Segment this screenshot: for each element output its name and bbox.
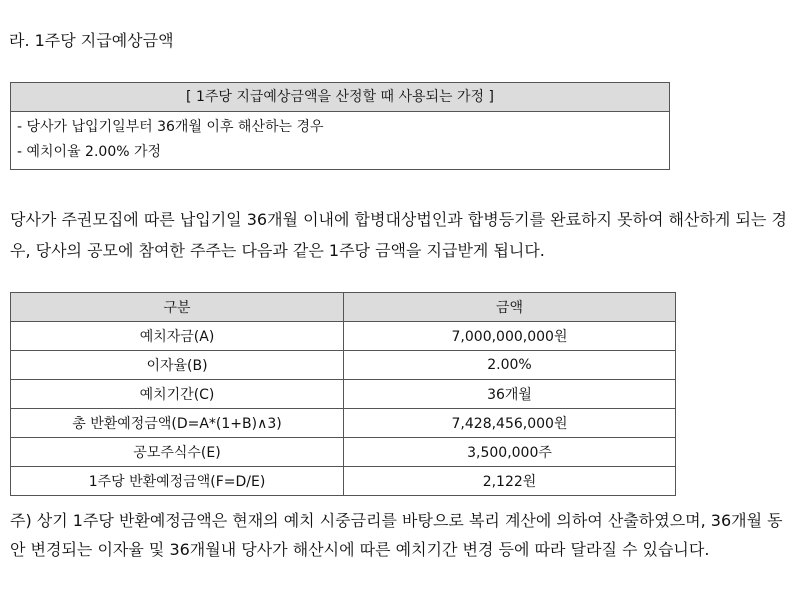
row-label: 이자율(B)	[11, 351, 344, 380]
row-label: 1주당 반환예정금액(F=D/E)	[11, 467, 344, 496]
table-row	[11, 467, 676, 496]
row-label: 예치기간(C)	[11, 380, 344, 409]
assumption-box	[10, 82, 670, 170]
table-row	[11, 322, 676, 351]
assumption-list	[11, 112, 669, 169]
table-row	[11, 438, 676, 467]
row-value: 2.00%	[344, 351, 676, 380]
assumption-item: - 당사가 납입기일부터 36개월 이후 해산하는 경우	[17, 119, 324, 135]
row-label: 총 반환예정금액(D=A*(1+B)∧3)	[11, 409, 344, 438]
column-header: 금액	[344, 293, 676, 322]
assumption-title: [ 1주당 지급예상금액을 산정할 때 사용되는 가정 ]	[11, 83, 669, 112]
amount-table	[10, 292, 676, 496]
section-heading: 라. 1주당 지급예상금액	[9, 31, 174, 50]
table-row	[11, 380, 676, 409]
row-value: 2,122원	[344, 467, 676, 496]
assumption-item: - 예치이율 2.00% 가정	[17, 144, 162, 160]
table-row	[11, 409, 676, 438]
row-label: 예치자금(A)	[11, 322, 344, 351]
intro-paragraph: 당사가 주권모집에 따른 납입기일 36개월 이내에 합병대상법인과 합병등기를 완료하지 못하여 해산하게 되는 경우, 당사의 공모에 참여한 주주는 다음과 같은 1주당 금액을 지급받게 됩니다.	[10, 210, 787, 260]
row-label: 공모주식수(E)	[11, 438, 344, 467]
row-value: 3,500,000주	[344, 438, 676, 467]
row-value: 7,428,456,000원	[344, 409, 676, 438]
table-row	[11, 351, 676, 380]
row-value: 7,000,000,000원	[344, 322, 676, 351]
row-value: 36개월	[344, 380, 676, 409]
column-header: 구분	[11, 293, 344, 322]
table-header-row	[11, 293, 676, 322]
footnote-paragraph: 주) 상기 1주당 반환예정금액은 현재의 예치 시중금리를 바탕으로 복리 계산에 의하여 산출하였으며, 36개월 동안 변경되는 이자율 및 36개월내 당사가 해산시에 따른 예치기간 변경 등에 따라 달라질 수 있습니다.	[10, 511, 783, 559]
